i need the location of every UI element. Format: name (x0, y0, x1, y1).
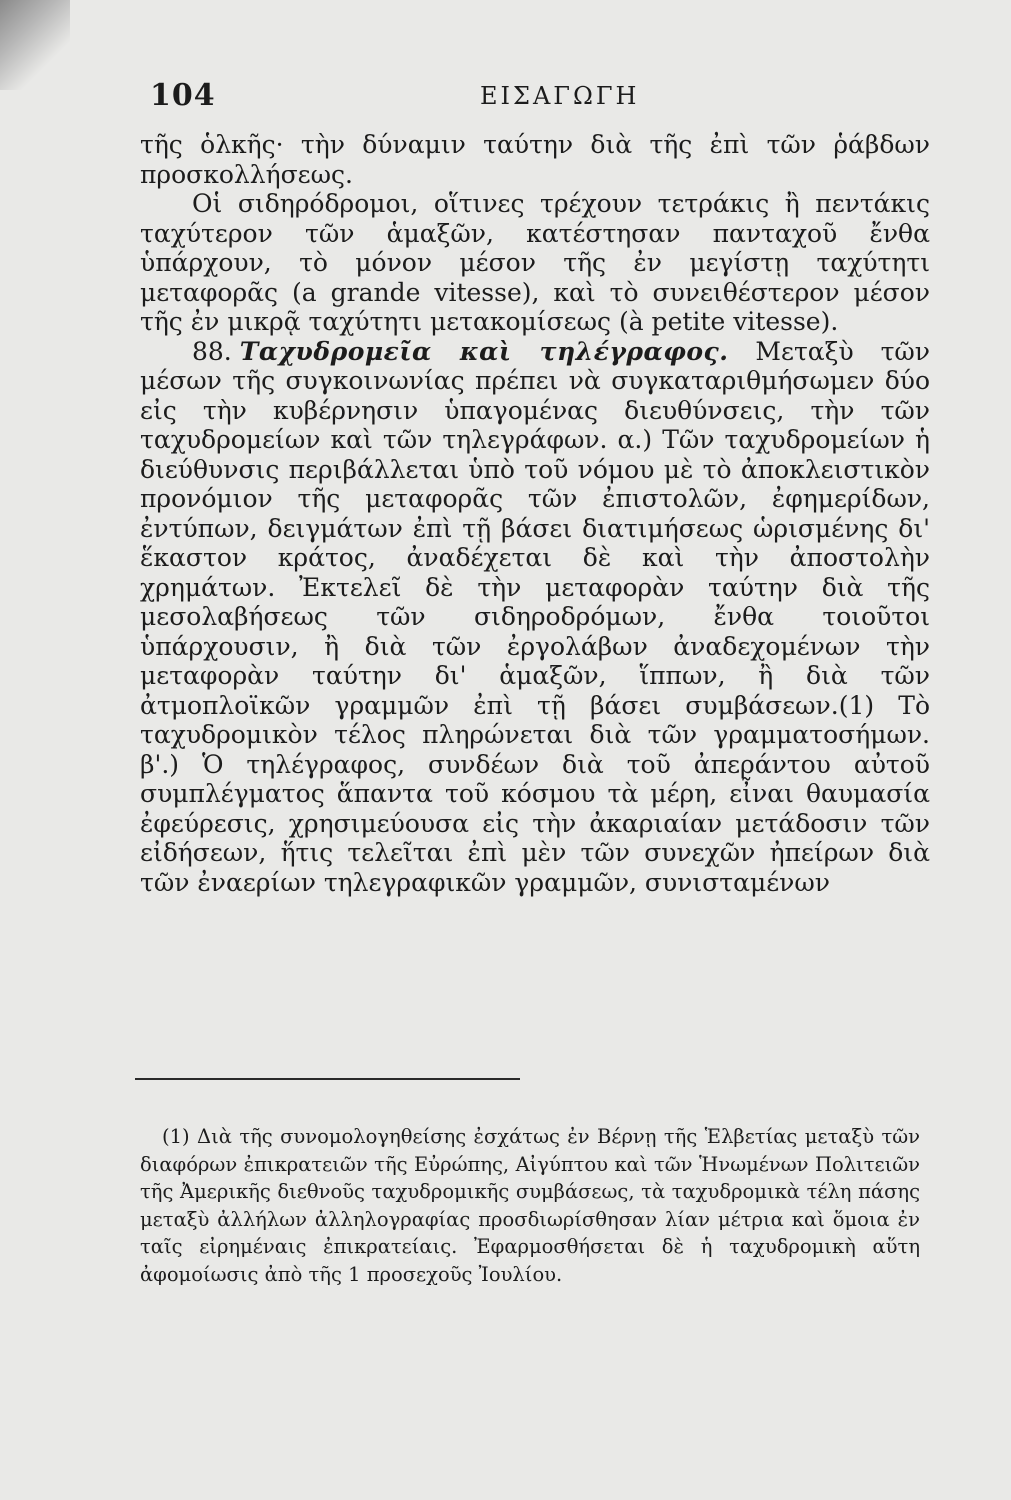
body-text (140, 130, 930, 897)
running-header (150, 78, 930, 118)
section-text: Μεταξὺ τῶν μέσων τῆς συγκοινωνίας πρέπει νὰ συγκαταριθμήσωμεν δύο εἰς τὴν κυβέρνησιν ὑπαγομένας διευθύνσεις, τὴν τῶν ταχυδρομείων καὶ τῶν τηλεγράφων. α.) Τῶν ταχυδρομείων ἡ διεύθυνσις περιβάλλεται ὑπὸ τοῦ νόμου μὲ τὸ ἀποκλειστικὸν προνόμιον τῆς μεταφορᾶς τῶν ἐπιστολῶν, ἐφημερίδων, ἐντύπων, δειγμάτων ἐπὶ τῇ βάσει διατιμήσεως ὡρισμένης δι' ἕκαστον κράτος, ἀναδέχεται δὲ καὶ τὴν ἀποστολὴν χρημάτων. Ἐκτελεῖ δὲ τὴν μεταφορὰν ταύτην διὰ τῆς μεσολαβήσεως τῶν σιδηροδρόμων, ἔνθα τοιοῦτοι ὑπάρχουσιν, ἢ διὰ τῶν ἐργολάβων ἀναδεχομένων τὴν μεταφορὰν ταύτην δι' ἁμαξῶν, ἵππων, ἢ διὰ τῶν ἀτμοπλοϊκῶν γραμμῶν ἐπὶ τῇ βάσει συμβάσεων.(1) Τὸ ταχυδρομικὸν τέλος πληρώνεται διὰ τῶν γραμματοσήμων. β'.) Ὁ τηλέγραφος, συνδέων διὰ τοῦ ἀπεράντου αὐτοῦ συμπλέγματος ἅπαντα τοῦ κόσμου τὰ μέρη, εἶναι θαυμασία ἐφεύρεσις, χρησιμεύουσα εἰς τὴν ἀκαριαίαν μετάδοσιν τῶν εἰδήσεων, ἥτις τελεῖται ἐπὶ μὲν τῶν συνεχῶν ἠπείρων διὰ τῶν ἐναερίων τηλεγραφικῶν γραμμῶν, συνισταμένων (140, 336, 931, 897)
worn-page-corner (0, 0, 70, 90)
section-title: Ταχυδρομεῖα καὶ τηλέγραφος. (239, 336, 729, 366)
footnote-text: (1) Διὰ τῆς συνομολογηθείσης ἐσχάτως ἐν Βέρνῃ τῆς Ἑλβετίας μεταξὺ τῶν διαφόρων ἐπικρατειῶν τῆς Εὐρώπης, Αἰγύπτου καὶ τῶν Ἡνωμένων Πολιτειῶν τῆς Ἀμερικῆς διεθνοῦς ταχυδρομικῆς συμβάσεως, τὰ ταχυδρομικὰ τέλη πάσης μεταξὺ ἀλλήλων ἀλληλογραφίας προσδιωρίσθησαν λίαν μέτρια καὶ ὅμοια ἐν ταῖς εἰρημέναις ἐπικρατείαις. Ἐφαρμοσθήσεται δὲ ἡ ταχυδρομικὴ αὕτη ἀφομοίωσις ἀπὸ τῆς 1 προσεχοῦς Ἰουλίου. (140, 1125, 920, 1286)
section-number: 88. (192, 336, 232, 366)
footnote-divider (135, 1078, 520, 1080)
section-88 (140, 337, 930, 898)
paragraph-continuation: τῆς ὁλκῆς· τὴν δύναμιν ταύτην διὰ τῆς ἐπὶ τῶν ῥάβδων προσκολλήσεως. (140, 130, 930, 189)
page-number: 104 (150, 78, 216, 113)
footnote (140, 1123, 920, 1288)
running-title: ΕΙΣΑΓΩΓΗ (480, 82, 640, 110)
paragraph-railways: Οἱ σιδηρόδρομοι, οἵτινες τρέχουν τετράκις ἢ πεντάκις ταχύτερον τῶν ἁμαξῶν, κατέστησαν πανταχοῦ ἔνθα ὑπάρχουν, τὸ μόνον μέσον τῆς ἐν μεγίστῃ ταχύτητι μεταφορᾶς (a grande vitesse), καὶ τὸ συνειθέστερον μέσον τῆς ἐν μικρᾷ ταχύτητι μετακομίσεως (à petite vitesse). (140, 189, 930, 336)
